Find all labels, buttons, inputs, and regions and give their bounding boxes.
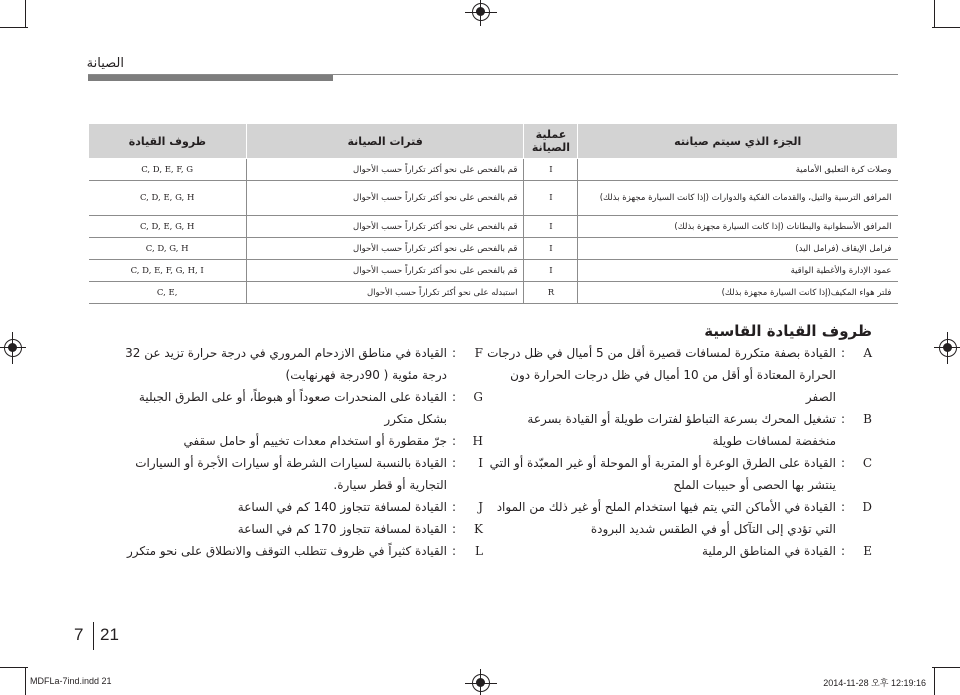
table-row [89,216,898,238]
cell-conditions: C, D, E, G, H [89,216,247,238]
registration-target-icon [472,3,490,21]
condition-text: القيادة بالنسبة لسيارات الشرطة أو سيارات الأجرة أو السيارات [135,456,447,470]
separator: : [451,522,457,536]
condition-text: القيادة بصفة متكررة لمسافات قصيرة أقل من 5 أميال في ظل درجات [487,346,836,360]
separator: : [451,500,457,514]
condition-continuation: بشكل متكرر [384,412,447,426]
table-row [89,282,898,304]
condition-key: G [473,390,483,404]
conditions-left-column [88,342,483,562]
cell-operation: I [524,181,578,216]
table-row [89,159,898,181]
cell-part: المرافق الترسية والتيل، والقدمات الفكية والدوارات (إذا كانت السيارة مجهزة بذلك) [578,181,898,216]
cell-interval: قم بالفحص على نحو أكثر تكراراً حسب الأحوال [246,159,524,181]
condition-text: القيادة كثيراً في ظروف تتطلب التوقف والانطلاق على نحو متكرر [126,544,447,558]
separator: : [451,544,457,558]
separator: : [840,456,846,470]
crop-mark [932,667,960,668]
crop-mark [932,27,960,28]
condition-continuation: التجارية أو قطر سيارة. [333,478,447,492]
condition-text: القيادة في الأماكن التي يتم فيها استخدام الملح أو غير ذلك من المواد [496,500,836,514]
cell-operation: I [524,216,578,238]
table-row [89,238,898,260]
cell-part: فلتر هواء المكيف(إذا كانت السيارة مجهزة بذلك) [578,282,898,304]
separator: : [840,346,846,360]
cell-interval: قم بالفحص على نحو أكثر تكراراً حسب الأحوال [246,181,524,216]
table-header-row [89,124,898,159]
list-item [88,540,483,562]
list-item [477,452,872,474]
header-conditions: ظروف القيادة [89,124,247,159]
registration-target-icon [4,339,22,357]
condition-key: C [862,456,872,470]
separator: : [451,456,457,470]
condition-text: القيادة على الطرق الوعرة أو المتربة أو الموحلة أو غير المعبّدة أو التي [489,456,836,470]
condition-continuation: ينتشر بها الحصى أو حبيبات الملح [673,478,836,492]
condition-key: F [474,346,483,360]
header-operation: عملية الصيانة [524,124,578,159]
conditions-right-column [477,342,872,562]
condition-continuation: منخفضة لمسافات طويلة [712,434,836,448]
list-item [88,430,483,452]
condition-text: القيادة في مناطق الازدحام المروري في درجة حرارة تزيد عن 32 [125,346,447,360]
page-number: 21 [100,625,119,644]
cell-conditions: C, D, E, F, G, H, I [89,260,247,282]
cell-operation: I [524,260,578,282]
list-item [477,496,872,518]
chapter-number: 7 [74,625,84,644]
list-item [88,342,483,364]
condition-key: K [474,522,483,536]
condition-text: جرّ مقطورة أو استخدام معدات تخييم أو حامل سقفي [183,434,447,448]
cell-conditions: C, D, E, G, H [89,181,247,216]
cell-conditions: C, D, E, F, G [89,159,247,181]
list-item [88,386,483,408]
list-item [477,540,872,562]
condition-text: القيادة لمسافة تتجاوز 140 كم في الساعة [237,500,447,514]
separator: : [840,412,846,426]
condition-text: القيادة لمسافة تتجاوز 170 كم في الساعة [237,522,447,536]
cell-operation: R [524,282,578,304]
cell-part: عمود الإدارة والأغطية الواقية [578,260,898,282]
condition-continuation: التي تؤدي إلى التآكل أو في الطقس شديد البرودة [590,522,836,536]
condition-key: L [475,544,483,558]
cell-interval: استبدله على نحو أكثر تكراراً حسب الأحوال [246,282,524,304]
cell-conditions: C, E, [89,282,247,304]
table-row [89,181,898,216]
footer-timestamp: 2014-11-28 오후 12:19:16 [823,678,926,688]
crop-mark [0,27,28,28]
crop-mark [25,667,26,695]
condition-key: I [478,456,483,470]
cell-part: المرافق الأسطوانية والبطانات (إذا كانت السيارة مجهزة بذلك) [578,216,898,238]
condition-key: H [472,434,483,448]
separator: : [451,390,457,404]
registration-target-icon [472,674,490,692]
list-item [88,518,483,540]
header-bar [88,75,333,81]
page-header-title: الصيانة [86,56,124,71]
cell-part: وصلات كرة التعليق الأمامية [578,159,898,181]
list-item [477,408,872,430]
cell-part: فرامل الإيقاف (فرامل اليد) [578,238,898,260]
cell-interval: قم بالفحص على نحو أكثر تكراراً حسب الأحوال [246,216,524,238]
condition-key: A [863,346,872,360]
header-part: الجزء الذي سيتم صيانته [578,124,898,159]
condition-text: القيادة في المناطق الرملية [702,544,836,558]
cell-interval: قم بالفحص على نحو أكثر تكراراً حسب الأحوال [246,238,524,260]
table-row [89,260,898,282]
cell-operation: I [524,238,578,260]
registration-target-icon [939,339,957,357]
crop-mark [25,0,26,28]
condition-text: تشغيل المحرك بسرعة التباطؤ لفترات طويلة أو القيادة بسرعة [527,412,836,426]
condition-key: J [478,500,483,514]
list-item [88,452,483,474]
separator: : [840,544,846,558]
cell-interval: قم بالفحص على نحو أكثر تكراراً حسب الأحوال [246,260,524,282]
condition-key: D [862,500,872,514]
condition-continuation: درجة مئوية ( 90درجة فهرنهايت) [285,368,447,382]
condition-text: القيادة على المنحدرات صعوداً أو هبوطاً، أو على الطرق الجبلية [138,390,447,404]
list-item [88,496,483,518]
condition-continuation: الحرارة المعتادة أو أقل من 10 أميال في ظل درجات الحرارة دون الصفر [510,368,836,404]
condition-key: B [863,412,872,426]
crop-mark [934,0,935,28]
page-number-divider [93,622,94,650]
header-interval: فترات الصيانة [246,124,524,159]
separator: : [451,434,457,448]
condition-key: E [863,544,872,558]
section-title: ظروف القيادة القاسية [704,322,872,340]
list-item [477,342,872,364]
footer-filename: MDFLa-7ind.indd 21 [30,676,112,686]
crop-mark [0,667,28,668]
separator: : [451,346,457,360]
cell-conditions: C, D, G, H [89,238,247,260]
separator: : [840,500,846,514]
crop-mark [934,667,935,695]
maintenance-table [88,123,898,304]
cell-operation: I [524,159,578,181]
